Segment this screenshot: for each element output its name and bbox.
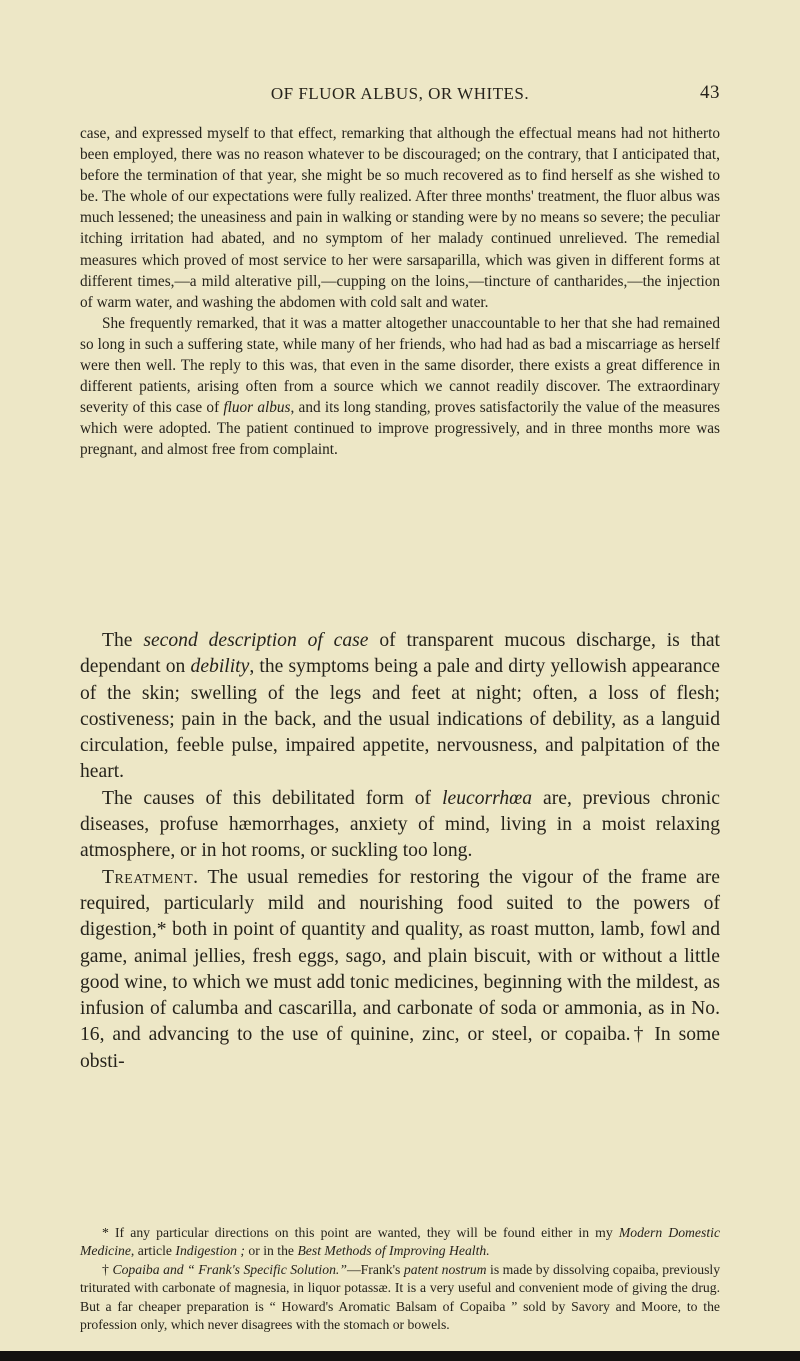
paragraph-second-description [80,628,720,786]
footnote-title: Best Methods of Improving Health. [297,1243,490,1259]
term-leucorrhoea: leucorrhœa [442,787,533,809]
text-run: The usual remedies for restoring the vigour of the frame are required, particularly mild and nourishing food suited to the powers of digestion,* both in point of quantity and quality, as roast mutton, lamb, fowl and game, animal jellies, fresh eggs, sago, and plain biscuit, with or without a little good wine, to which we must add tonic medicines, beginning with the mildest, as infusion of calumba and cascarilla, and carbonate of soda or ammonia, as in No. 16, and advancing to the use of quinine, zinc, or steel, or copaiba.† In some obsti- [80,866,720,1072]
footnotes [80,1224,720,1334]
running-title: OF FLUOR ALBUS, OR WHITES. [270,84,530,103]
footnote-mark: † [102,1261,109,1277]
paragraph-treatment [80,865,720,1075]
footnote-title: Copaiba and “ Frank's Specific Solution.” [112,1261,347,1277]
bottom-rule [0,1351,800,1361]
footnote-title: Modern Domestic Medicine [80,1225,721,1259]
text-run: or in the [248,1243,295,1259]
text-run: are, previous chronic diseases, profuse hæmorrhages, anxiety of mind, living in a moist relaxing atmosphere, or in hot rooms, or suckling too long. [80,787,720,862]
footnote-1 [80,1224,720,1261]
term-second-description: second description of case [143,630,369,651]
paragraph-continued: case, and expressed myself to that effect, remarking that although the effectual means had not hitherto been employed, there was no reason whatever to be discouraged; on the contrary, that I anticipated that, before the termination of that year, she might be so much recovered as to find herself as she wished to be. The whole of our expectations were fully realized. After three months' treatment, the fluor albus was much lessened; the uneasiness and pain in walking or standing were by no means so severe; the peculiar itching irritation had abated, and no symptom of her malady continued unrelieved. The remedial measures which proved of most service to her were sarsaparilla, which was given in different forms at different times,—a mild alterative pill,—cupping on the loins,—tincture of cantharides,—the injection of warm water, and washing the abdomen with cold salt and water. [80,125,720,311]
page-number: 43 [700,82,720,103]
treatment-heading: Treatment. [102,866,199,888]
text-run: , and its long standing, proves satisfactorily the value of the measures which were adopted. The patient continued to improve progressively, and in three months more was pregnant, and almost free from complaint. [80,399,720,459]
term-patent-nostrum: patent nostrum [403,1261,487,1277]
text-run: , the symptoms being a pale and dirty yellowish appearance of the skin; swelling of the legs and feet at night; often, a loss of flesh; costiveness; pain in the back, and the usual indications of debility, as a languid circulation, feeble pulse, impaired appetite, nervousness, and palpitation of the heart. [80,656,721,783]
term-fluor-albus: fluor albus [223,399,291,417]
text-run: of transparent mucous discharge, is that dependant on [80,630,721,678]
term-debility: debility [190,656,250,678]
text-run: —Frank's [346,1261,401,1277]
footnote-2 [80,1261,720,1335]
paragraph-patient-remarks [80,313,720,461]
body-text-small [80,123,720,461]
text-run: * If any particular directions on this point are wanted, they will be found either in my [102,1225,613,1240]
text-run: The [102,630,133,651]
body-text-large [80,628,720,1075]
text-run: The causes of this debilitated form of [102,787,432,809]
text-run: She frequently remarked, that it was a matter altogether unaccountable to her that she had remained so long in such a suffering state, while many of her friends, who had had as bad a miscarriage as herself were then well. The reply to this was, that even in the same disorder, there exists a great difference in different patients, arising often from a source which we cannot readily discover. The extraordinary severity of this case of [80,314,720,417]
paragraph-causes [80,786,720,865]
text-run: , article [130,1243,172,1259]
footnote-title: Indigestion ; [175,1243,245,1259]
text-run: is made by dissolving copaiba, previously triturated with carbonate of magnesia, in liquor potassæ. It is a very useful and convenient mode of giving the drug. But a far cheaper preparation is “ Howard's Aromatic Balsam of Copaiba ” sold by Savory and Moore, to the profession only, which never disagrees with the stomach or bowels. [80,1261,721,1333]
